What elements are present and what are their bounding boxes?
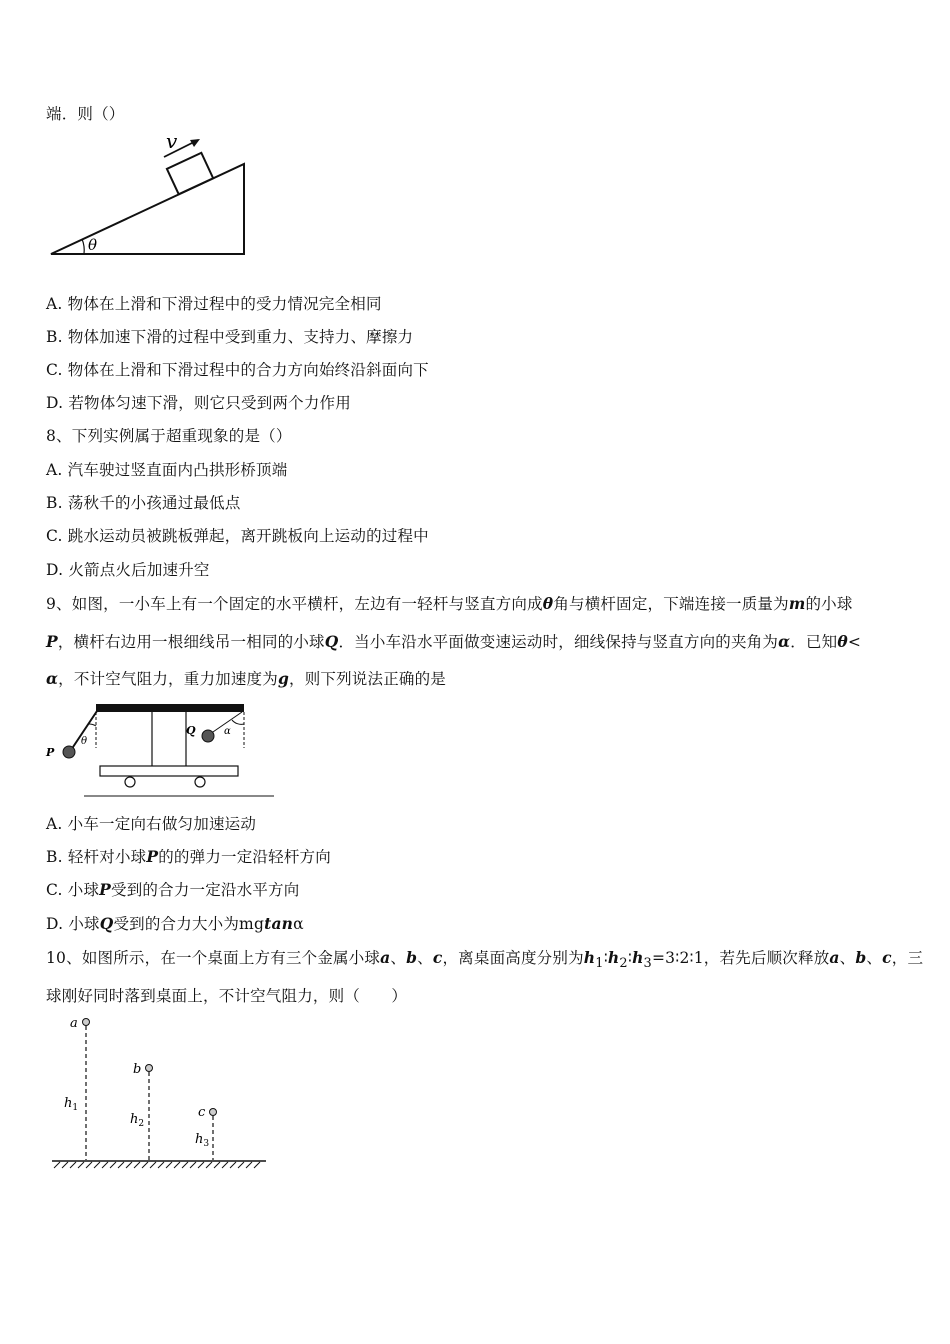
question-8-stem: 8、下列实例属于超重现象的是（） xyxy=(46,427,292,445)
option-d: D. 小球Q受到的合力大小为mgtanα xyxy=(46,914,304,933)
rod-angle-label: θ xyxy=(81,736,88,747)
option-a: A. 小车一定向右做匀加速运动 xyxy=(46,815,257,833)
question-9-stem-line3: α，不计空气阻力，重力加速度为g，则下列说法正确的是 xyxy=(46,669,447,688)
incline-angle-label: θ xyxy=(88,236,98,254)
option-b: B. 轻杆对小球P的的弹力一定沿轻杆方向 xyxy=(46,847,331,866)
cart-figure xyxy=(44,700,276,800)
string-angle-label: α xyxy=(224,726,231,737)
question-9-stem-line2: P，横杆右边用一根细线吊一相同的小球Q．当小车沿水平面做变速运动时，细线保持与竖直方向的夹角为α．已知θ< xyxy=(46,632,862,651)
option-b: B. 荡秋千的小孩通过最低点 xyxy=(46,494,241,512)
option-d: D. 火箭点火后加速升空 xyxy=(46,561,210,579)
option-c: C. 跳水运动员被跳板弹起，离开跳板向上运动的过程中 xyxy=(46,527,429,545)
question-stem-fragment: 端．则（） xyxy=(46,105,125,123)
velocity-label: v xyxy=(166,129,178,153)
question-10-stem-line2: 球刚好同时落到桌面上，不计空气阻力，则（ ） xyxy=(46,987,408,1005)
ball-c-label: c xyxy=(198,1105,206,1120)
question-10-stem-line1: 10、如图所示，在一个桌面上方有三个金属小球a、b、c，离桌面高度分别为$h_1∶h_2∶h_3=3∶2∶1$，若先后顺次释放a、b、c，三 xyxy=(46,948,924,972)
ball-p-label: P xyxy=(46,746,55,759)
height-2-label: $h_2$ xyxy=(130,1112,145,1129)
option-b: B. 物体加速下滑的过程中受到重力、支持力、摩擦力 xyxy=(46,328,414,346)
incline-block-figure xyxy=(46,128,256,260)
question-9-stem-line1: 9、如图，一小车上有一个固定的水平横杆，左边有一轻杆与竖直方向成θ角与横杆固定，下端连接一质量为m的小球 xyxy=(46,594,853,613)
option-a: A. 物体在上滑和下滑过程中的受力情况完全相同 xyxy=(46,295,382,313)
option-d: D. 若物体匀速下滑，则它只受到两个力作用 xyxy=(46,394,351,412)
ball-q-label: Q xyxy=(186,724,196,737)
three-balls-figure xyxy=(50,1012,270,1172)
option-c: C. 物体在上滑和下滑过程中的合力方向始终沿斜面向下 xyxy=(46,361,429,379)
ball-b-label: b xyxy=(133,1062,142,1077)
option-a: A. 汽车驶过竖直面内凸拱形桥顶端 xyxy=(46,461,288,479)
option-c: C. 小球P受到的合力一定沿水平方向 xyxy=(46,880,300,899)
height-3-label: $h_3$ xyxy=(195,1132,210,1149)
height-1-label: $h_1$ xyxy=(64,1096,79,1113)
ball-a-label: a xyxy=(70,1016,78,1031)
